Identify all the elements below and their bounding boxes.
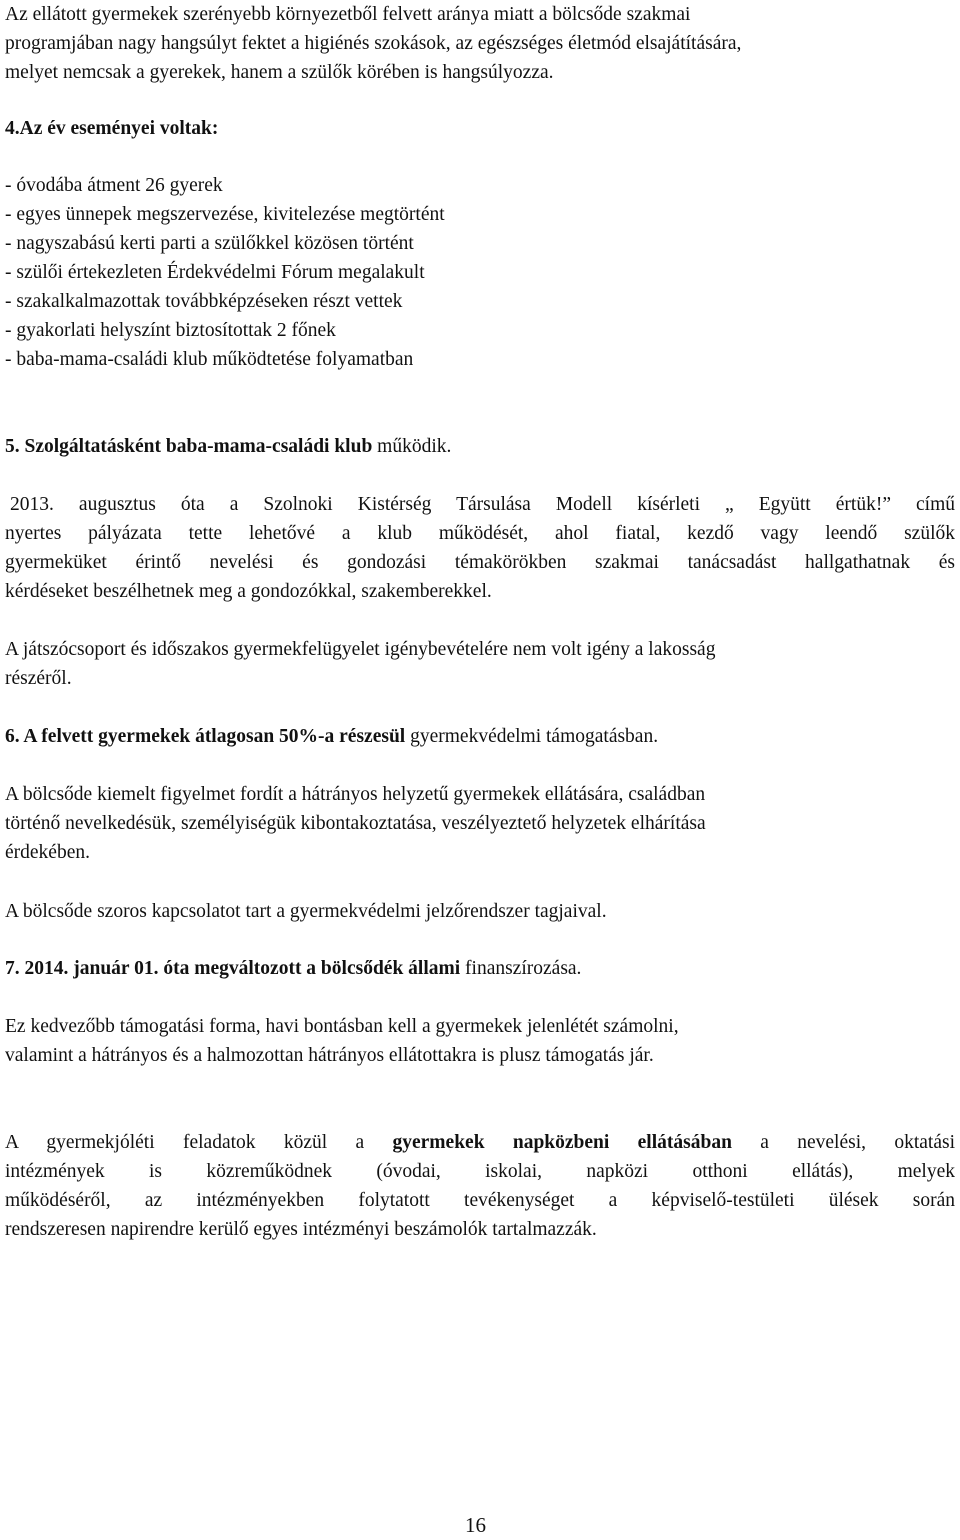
funding-line-2: valamint a hátrányos és a halmozottan hátrányos ellátottakra is plusz támogatás jár. [5, 1045, 654, 1066]
section-7-heading: 7. 2014. január 01. óta megváltozott a bölcsődék állami finanszírozása. [5, 958, 582, 979]
disadvantaged-paragraph [5, 780, 955, 867]
disadvantaged-line-2: történő nevelkedésük, személyiségük kibontakoztatása, veszélyeztető helyzetek elhárítása [5, 813, 706, 834]
intro-line-3: melyet nemcsak a gyerekek, hanem a szülők körében is hangsúlyozza. [5, 62, 554, 83]
closing-line-3: működéséről, az intézményekben folytatott tevékenységet a képviselő-testületi ülések során [5, 1190, 955, 1211]
disadvantaged-line-3: érdekében. [5, 842, 90, 863]
section-4-event-list [5, 171, 445, 374]
closing-paragraph [5, 1128, 955, 1244]
club-paragraph [5, 490, 955, 606]
playgroup-paragraph [5, 635, 955, 693]
list-item: - szakalkalmazottak továbbképzéseken részt vettek [5, 291, 403, 312]
list-item: - gyakorlati helyszínt biztosítottak 2 főnek [5, 320, 336, 341]
page-number: 16 [465, 1513, 486, 1537]
list-item: - szülői értekezleten Érdekvédelmi Fórum megalakult [5, 262, 425, 283]
club-line-4: kérdéseket beszélhetnek meg a gondozókkal, szakemberekkel. [5, 581, 492, 602]
club-line-3: gyermeküket érintő nevelési és gondozási témakörökben szakmai tanácsadást hallgathatnak és [5, 552, 955, 573]
club-line-1: 2013. augusztus óta a Szolnoki Kistérség Társulása Modell kísérleti „ Együtt értük!” című [10, 494, 955, 515]
closing-line-1: A gyermekjóléti feladatok közül a gyermekek napközbeni ellátásában a nevelési, oktatási [5, 1132, 955, 1153]
signal-system-paragraph: A bölcsőde szoros kapcsolatot tart a gyermekvédelmi jelzőrendszer tagjaival. [5, 901, 607, 922]
closing-line-4: rendszeresen napirendre kerülő egyes intézményi beszámolók tartalmazzák. [5, 1219, 597, 1240]
section-4-heading: 4.Az év eseményei voltak: [5, 118, 219, 139]
funding-line-1: Ez kedvezőbb támogatási forma, havi bontásban kell a gyermekek jelenlétét számolni, [5, 1016, 679, 1037]
disadvantaged-line-1: A bölcsőde kiemelt figyelmet fordít a hátrányos helyzetű gyermekek ellátására, családban [5, 784, 706, 805]
document-page [5, 0, 955, 1240]
club-line-2: nyertes pályázata tette lehetővé a klub működését, ahol fiatal, kezdő vagy leendő szülők [5, 523, 955, 544]
list-item: - nagyszabású kerti parti a szülőkkel közösen történt [5, 233, 414, 254]
funding-paragraph [5, 1012, 955, 1070]
section-5-heading: 5. Szolgáltatásként baba-mama-családi klub működik. [5, 436, 452, 457]
intro-line-1: Az ellátott gyermekek szerényebb környezetből felvett aránya miatt a bölcsőde szakmai [5, 4, 691, 25]
closing-line-2: intézmények is közreműködnek (óvodai, iskolai, napközi otthoni ellátás), melyek [5, 1161, 955, 1182]
playgroup-line-2: részéről. [5, 668, 72, 689]
list-item: - egyes ünnepek megszervezése, kivitelezése megtörtént [5, 204, 445, 225]
list-item: - baba-mama-családi klub működtetése folyamatban [5, 349, 414, 370]
intro-line-2: programjában nagy hangsúlyt fektet a higiénés szokások, az egészséges életmód elsajátítására, [5, 33, 742, 54]
section-6-heading: 6. A felvett gyermekek átlagosan 50%-a részesül gyermekvédelmi támogatásban. [5, 726, 659, 747]
intro-paragraph [5, 0, 955, 87]
playgroup-line-1: A játszócsoport és időszakos gyermekfelügyelet igénybevételére nem volt igény a lakosság [5, 639, 716, 660]
list-item: - óvodába átment 26 gyerek [5, 175, 223, 196]
